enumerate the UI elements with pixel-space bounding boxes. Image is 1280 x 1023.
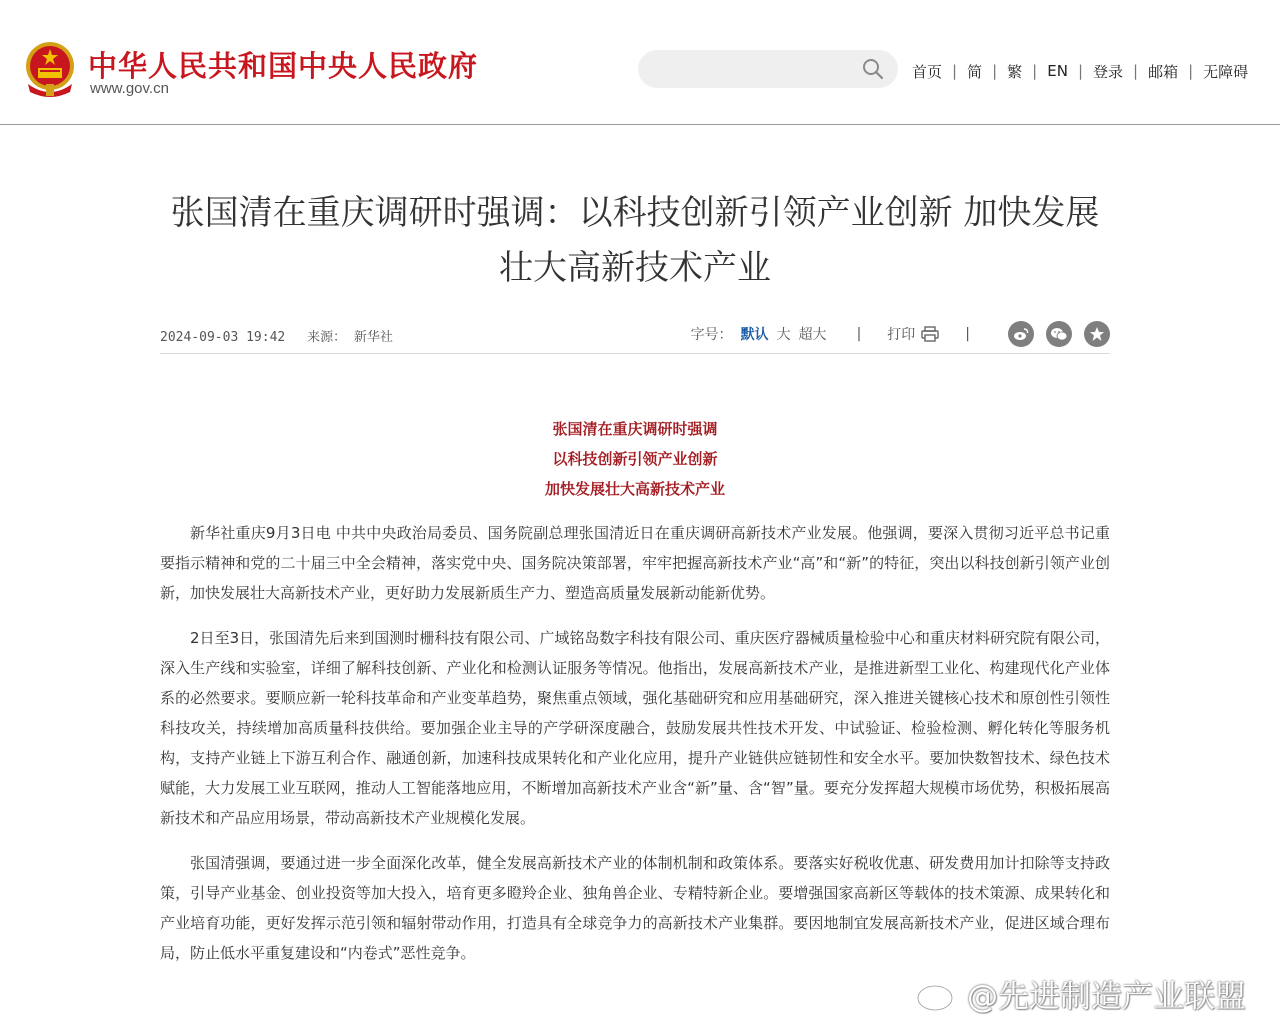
printer-icon bbox=[921, 326, 939, 342]
site-header bbox=[0, 0, 1280, 125]
article-title: 张国清在重庆调研时强调：以科技创新引领产业创新 加快发展壮大高新技术产业 bbox=[170, 193, 1100, 288]
article-lead bbox=[160, 414, 1110, 504]
nav-home[interactable]: 首页 bbox=[912, 62, 943, 81]
lead-line: 以科技创新引领产业创新 bbox=[552, 450, 718, 468]
nav-separator: | bbox=[1077, 62, 1083, 80]
lead-line: 加快发展壮大高新技术产业 bbox=[544, 480, 725, 498]
site-url: www.gov.cn bbox=[90, 80, 169, 97]
weibo-icon[interactable] bbox=[1008, 321, 1034, 347]
nav-separator: | bbox=[952, 62, 958, 80]
article-meta bbox=[160, 318, 1110, 354]
top-nav bbox=[912, 60, 1248, 82]
publish-date: 2024-09-03 19:42 bbox=[160, 330, 286, 345]
nav-accessibility[interactable]: 无障碍 bbox=[1203, 62, 1249, 81]
article-body bbox=[160, 518, 1110, 983]
national-emblem-icon[interactable] bbox=[24, 40, 76, 98]
font-size-large[interactable]: 大 bbox=[776, 327, 791, 343]
wechat-icon[interactable] bbox=[1046, 321, 1072, 347]
search-input[interactable] bbox=[638, 50, 898, 88]
nav-separator: | bbox=[992, 62, 998, 80]
weibo-logo-icon bbox=[915, 974, 963, 1012]
article-paragraph: 张国清强调，要通过进一步全面深化改革，健全发展高新技术产业的体制机制和政策体系。要落实好税收优惠、研发费用加计扣除等支持政策，引导产业基金、创业投资等加大投入，培育更多瞪羚企业、独角兽企业、专精特新企业。要增强国家高新区等载体的技术策源、成果转化和产业培育功能，更好发挥示范引领和辐射带动作用，打造具有全球竞争力的高新技术产业集群。要因地制宜发展高新技术产业，促进区域合理布局，防止低水平重复建设和“内卷式”恶性竞争。 bbox=[160, 854, 1110, 962]
site-name[interactable]: 中华人民共和国中央人民政府 bbox=[88, 49, 479, 83]
font-size-default[interactable]: 默认 bbox=[740, 327, 769, 343]
nav-login[interactable]: 登录 bbox=[1093, 62, 1124, 81]
watermark bbox=[915, 968, 1246, 1018]
qzone-icon[interactable] bbox=[1084, 321, 1110, 347]
lead-line: 张国清在重庆调研时强调 bbox=[552, 420, 718, 438]
nav-simplified[interactable]: 简 bbox=[967, 62, 983, 81]
article-paragraph: 新华社重庆9月3日电 中共中央政治局委员、国务院副总理张国清近日在重庆调研高新技术产业发展。他强调，要深入贯彻习近平总书记重要指示精神和党的二十届三中全会精神，落实党中央、国务院决策部署，牢牢把握高新技术产业“高”和“新”的特征，突出以科技创新引领产业创新，加快发展壮大高新技术产业，更好助力发展新质生产力、塑造高质量发展新动能新优势。 bbox=[160, 524, 1110, 602]
font-size-extra-large[interactable]: 超大 bbox=[798, 327, 827, 343]
print-button[interactable] bbox=[887, 324, 939, 344]
nav-english[interactable]: EN bbox=[1047, 62, 1068, 80]
source-value: 新华社 bbox=[353, 330, 393, 345]
nav-separator: | bbox=[1133, 62, 1139, 80]
nav-separator: | bbox=[1188, 62, 1194, 80]
tools-separator: | bbox=[856, 326, 862, 342]
tools-separator: | bbox=[965, 326, 970, 342]
search-icon[interactable] bbox=[862, 58, 884, 80]
print-label: 打印 bbox=[887, 327, 916, 343]
nav-traditional[interactable]: 繁 bbox=[1007, 62, 1023, 81]
article-tools bbox=[691, 318, 1110, 350]
nav-separator: | bbox=[1032, 62, 1038, 80]
watermark-text: @先进制造产业联盟 bbox=[967, 978, 1246, 1015]
nav-mail[interactable]: 邮箱 bbox=[1148, 62, 1179, 81]
article-paragraph: 2日至3日，张国清先后来到国测时栅科技有限公司、广域铭岛数字科技有限公司、重庆医疗器械质量检验中心和重庆材料研究院有限公司，深入生产线和实验室，详细了解科技创新、产业化和检测认证服务等情况。他指出，发展高新技术产业，是推进新型工业化、构建现代化产业体系的必然要求。要顺应新一轮科技革命和产业变革趋势，聚焦重点领域，强化基础研究和应用基础研究，深入推进关键核心技术和原创性引领性科技攻关，持续增加高质量科技供给。要加强企业主导的产学研深度融合，鼓励发展共性技术开发、中试验证、检验检测、孵化转化等服务机构，支持产业链上下游互利合作、融通创新，加速科技成果转化和产业化应用，提升产业链供应链韧性和安全水平。要加快数智技术、绿色技术赋能，大力发展工业互联网，推动人工智能落地应用，不断增加高新技术产业含“新”量、含“智”量。要充分发挥超大规模市场优势，积极拓展高新技术和产品应用场景，带动高新技术产业规模化发展。 bbox=[160, 629, 1110, 827]
meta-info bbox=[160, 326, 393, 345]
source-label: 来源： bbox=[307, 330, 347, 345]
font-size-label: 字号： bbox=[690, 327, 733, 343]
